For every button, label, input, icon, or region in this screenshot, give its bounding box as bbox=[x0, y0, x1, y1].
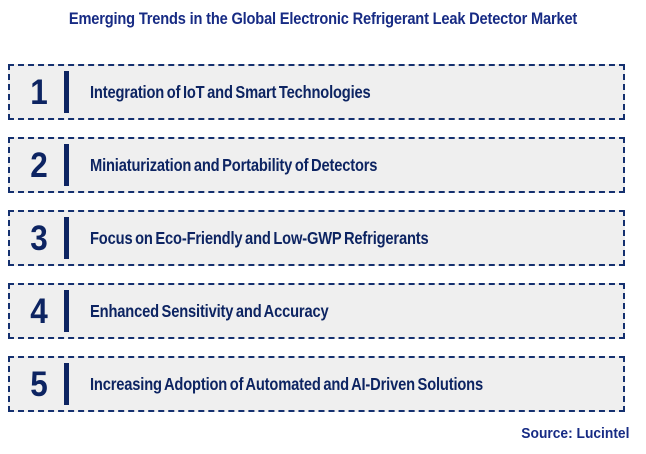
trend-number: 1 bbox=[30, 72, 48, 112]
trend-label: Miniaturization and Portability of Detectors bbox=[90, 154, 378, 175]
trend-number: 3 bbox=[30, 218, 48, 258]
trend-label: Increasing Adoption of Automated and AI-Driven Solutions bbox=[90, 373, 484, 394]
trend-number: 4 bbox=[30, 291, 48, 331]
trend-item-2 bbox=[8, 137, 625, 193]
trend-list bbox=[8, 64, 625, 412]
trend-item-1 bbox=[8, 64, 625, 120]
trend-number: 5 bbox=[30, 364, 48, 404]
divider-bar bbox=[64, 144, 69, 186]
trend-item-4 bbox=[8, 283, 625, 339]
trend-label: Enhanced Sensitivity and Accuracy bbox=[90, 300, 329, 321]
trend-item-3 bbox=[8, 210, 625, 266]
trend-label: Focus on Eco-Friendly and Low-GWP Refrigerants bbox=[90, 227, 429, 248]
divider-bar bbox=[64, 290, 69, 332]
source-note: Source: Lucintel bbox=[521, 425, 630, 442]
divider-bar bbox=[64, 71, 69, 113]
trend-item-5 bbox=[8, 356, 625, 412]
divider-bar bbox=[64, 217, 69, 259]
page-title: Emerging Trends in the Global Electronic Refrigerant Leak Detector Market bbox=[68, 9, 578, 28]
divider-bar bbox=[64, 363, 69, 405]
trend-label: Integration of IoT and Smart Technologies bbox=[90, 81, 371, 102]
trend-number: 2 bbox=[30, 145, 48, 185]
